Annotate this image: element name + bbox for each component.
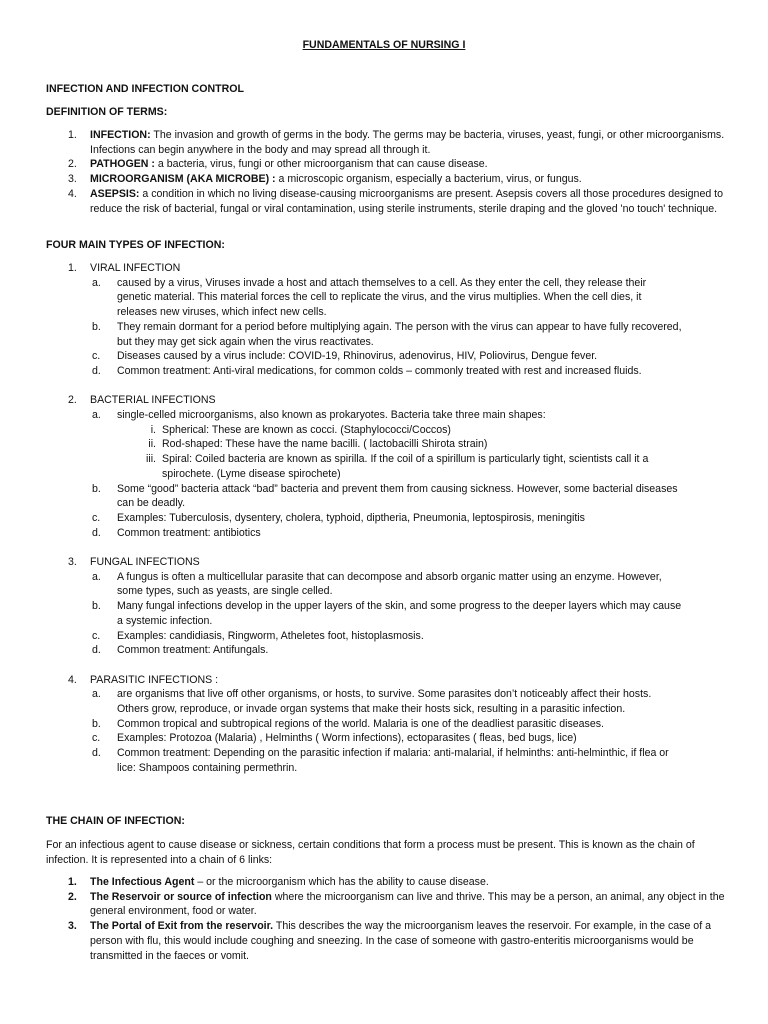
list-item bbox=[92, 643, 682, 658]
list-item bbox=[92, 746, 682, 775]
list-number: 4. bbox=[68, 187, 77, 200]
list-letter: c. bbox=[92, 629, 101, 642]
list-item bbox=[92, 276, 682, 320]
list-letter: b. bbox=[92, 717, 101, 730]
list-number: 2. bbox=[68, 158, 77, 171]
list-item bbox=[92, 349, 682, 364]
spacer bbox=[90, 379, 728, 394]
chain-term: The Portal of Exit from the reservoir. bbox=[90, 920, 274, 933]
item-text: A fungus is often a multicellular parasite that can decompose and absorb organic matter using an enzyme. However, some types, such as yeasts, are single celled. bbox=[117, 570, 662, 598]
list-letter: a. bbox=[92, 570, 101, 583]
list-number: 2. bbox=[68, 890, 77, 903]
spacer bbox=[90, 658, 728, 673]
list-letter: d. bbox=[92, 364, 101, 377]
list-letter: a. bbox=[92, 276, 101, 289]
page-title: FUNDAMENTALS OF NURSING I bbox=[302, 39, 466, 51]
fungal-items bbox=[92, 570, 682, 658]
chain-intro: For an infectious agent to cause disease or sickness, certain conditions that form a process must be present. This is known as the chain of infection. It is represented into a chain of 6 links: bbox=[46, 839, 695, 866]
list-item bbox=[142, 452, 687, 481]
list-item bbox=[92, 687, 682, 716]
list-item bbox=[92, 599, 682, 628]
definition-item bbox=[68, 187, 728, 216]
list-item bbox=[92, 320, 682, 349]
list-item bbox=[92, 629, 682, 644]
definition-item bbox=[68, 128, 728, 157]
list-roman: iii. bbox=[145, 453, 156, 466]
viral-items bbox=[92, 276, 682, 379]
list-item bbox=[142, 437, 687, 452]
item-text: Common treatment: Depending on the parasitic infection if malaria: anti-malarial, if helminths: anti-helminthic, if flea or lice: Shampoos containing permethrin. bbox=[117, 747, 669, 774]
list-number: 3. bbox=[68, 173, 77, 186]
list-item bbox=[92, 526, 682, 541]
definitions-list bbox=[68, 128, 728, 216]
definition-item bbox=[68, 172, 728, 187]
chain-item bbox=[68, 919, 728, 963]
list-letter: d. bbox=[92, 644, 101, 657]
chain-text: where the microorganism can live and thrive. This may be a person, an animal, any object in the general environment, food or water. bbox=[90, 890, 725, 918]
list-number: 3. bbox=[68, 920, 77, 933]
item-text: Rod-shaped: These have the name bacilli. ( lactobacilli Shirota strain) bbox=[162, 438, 488, 451]
types-heading: FOUR MAIN TYPES OF INFECTION: bbox=[46, 239, 225, 251]
list-letter: b. bbox=[92, 600, 101, 613]
list-letter: c. bbox=[92, 511, 101, 524]
chain-item bbox=[68, 875, 728, 890]
definition-text: a bacteria, virus, fungi or other microorganism that can cause disease. bbox=[154, 158, 488, 171]
definition-text: The invasion and growth of germs in the body. The germs may be bacteria, viruses, yeast, fungi, or other microorganisms. Infections can begin anywhere in the body and may spread all through it. bbox=[90, 129, 725, 156]
list-letter: a. bbox=[92, 409, 101, 422]
chain-heading: THE CHAIN OF INFECTION: bbox=[46, 815, 185, 827]
infection-type-title: VIRAL INFECTION bbox=[90, 262, 181, 274]
section-heading-infection: INFECTION AND INFECTION CONTROL bbox=[46, 83, 244, 95]
item-text: Some “good” bacteria attack “bad” bacteria and prevent them from causing sickness. However, some bacterial diseases can be deadly. bbox=[117, 482, 678, 510]
chain-text: – or the microorganism which has the ability to cause disease. bbox=[194, 876, 489, 888]
list-item bbox=[92, 731, 682, 746]
item-text: Common treatment: Antifungals. bbox=[117, 644, 269, 657]
list-letter: d. bbox=[92, 747, 101, 760]
bacteria-shapes-list bbox=[142, 423, 687, 482]
chain-term: The Infectious Agent bbox=[90, 876, 195, 888]
infection-type-bacterial bbox=[68, 393, 728, 555]
item-text: Common tropical and subtropical regions of the world. Malaria is one of the deadliest parasitic diseases. bbox=[117, 717, 604, 730]
definition-text: a condition in which no living disease-causing microorganisms are present. Asepsis covers all those procedures designed to reduce the risk of bacterial, fungal or viral contamination, using sterile instruments, sterile draping and the gloved 'no touch' technique. bbox=[90, 187, 724, 215]
infection-type-title: BACTERIAL INFECTIONS bbox=[90, 394, 216, 407]
list-letter: c. bbox=[92, 732, 101, 745]
bacterial-items bbox=[92, 408, 682, 540]
chain-term: The Reservoir or source of infection bbox=[90, 890, 272, 903]
list-number: 1. bbox=[68, 262, 77, 274]
chain-text: This describes the way the microorganism leaves the reservoir. For example, in the case of a person with flu, this would include coughing and sneezing. In the case of someone with gastro-enteritis microorganisms would be transmitted in the faeces or vomit. bbox=[90, 920, 711, 962]
list-number: 1. bbox=[68, 876, 77, 888]
infection-types-list bbox=[68, 261, 728, 776]
infection-type-parasitic bbox=[68, 673, 728, 776]
definition-term: PATHOGEN : bbox=[90, 158, 155, 171]
parasitic-items bbox=[92, 687, 682, 775]
list-roman: i. bbox=[150, 423, 156, 436]
list-item bbox=[92, 717, 682, 732]
infection-type-viral bbox=[68, 261, 728, 393]
list-item bbox=[92, 570, 682, 599]
item-text: Diseases caused by a virus include: COVID-19, Rhinovirus, adenovirus, HIV, Poliovirus, Dengue fever. bbox=[117, 350, 598, 363]
definition-term: ASEPSIS: bbox=[90, 187, 140, 200]
chain-item bbox=[68, 890, 728, 919]
list-letter: b. bbox=[92, 320, 101, 333]
list-roman: ii. bbox=[148, 438, 156, 451]
infection-type-title: FUNGAL INFECTIONS bbox=[90, 556, 200, 569]
item-text: They remain dormant for a period before multiplying again. The person with the virus can appear to have fully recovered, but they may get sick again when the virus reactivates. bbox=[117, 320, 682, 348]
spacer bbox=[90, 540, 728, 555]
definition-item bbox=[68, 157, 728, 172]
infection-type-title: PARASITIC INFECTIONS : bbox=[90, 673, 219, 686]
chain-list bbox=[68, 875, 728, 963]
item-text: Examples: Protozoa (Malaria) , Helminths ( Worm infections), ectoparasites ( fleas, bed bugs, lice) bbox=[117, 732, 577, 745]
list-number: 4. bbox=[68, 673, 77, 686]
list-number: 3. bbox=[68, 556, 77, 569]
list-item bbox=[92, 511, 682, 526]
definition-text: a microscopic organism, especially a bacterium, virus, or fungus. bbox=[275, 173, 582, 186]
item-text: single-celled microorganisms, also known as prokaryotes. Bacteria take three main shapes: bbox=[117, 409, 546, 422]
list-number: 2. bbox=[68, 394, 77, 407]
list-letter: b. bbox=[92, 482, 101, 495]
list-letter: a. bbox=[92, 688, 101, 701]
definition-term: INFECTION: bbox=[90, 129, 151, 141]
item-text: Common treatment: Anti-viral medications, for common colds – commonly treated with rest and increased fluids. bbox=[117, 364, 642, 377]
list-letter: d. bbox=[92, 526, 101, 539]
list-item bbox=[92, 364, 682, 379]
item-text: caused by a virus, Viruses invade a host and attach themselves to a cell. As they enter the cell, they release their genetic material. This material forces the cell to replicate the virus, and the virus multiplies. When the cell dies, it releases new viruses, which infect new cells. bbox=[117, 276, 647, 319]
definition-term: MICROORGANISM (AKA MICROBE) : bbox=[90, 173, 276, 186]
list-item bbox=[92, 482, 682, 511]
item-text: Examples: candidiasis, Ringworm, Atheletes foot, histoplasmosis. bbox=[117, 629, 424, 642]
list-letter: c. bbox=[92, 350, 101, 363]
infection-type-fungal bbox=[68, 555, 728, 673]
item-text: are organisms that live off other organisms, or hosts, to survive. Some parasites don’t noticeably affect their hosts. Others grow, reproduce, or invade organ systems that make their hosts sick, resulting in a parasitic infection. bbox=[117, 688, 652, 716]
definitions-heading: DEFINITION OF TERMS: bbox=[46, 106, 168, 118]
item-text: Many fungal infections develop in the upper layers of the skin, and some progress to the deeper layers which may cause a systemic infection. bbox=[117, 600, 682, 627]
list-number: 1. bbox=[68, 129, 77, 141]
item-text: Examples: Tuberculosis, dysentery, cholera, typhoid, diptheria, Pneumonia, leptospirosis, meningitis bbox=[117, 511, 585, 524]
item-text: Spiral: Coiled bacteria are known as spirilla. If the coil of a spirillum is particularly tight, scientists call it a spirochete. (Lyme disease spirochete) bbox=[162, 453, 649, 480]
item-text: Spherical: These are known as cocci. (Staphylococci/Coccos) bbox=[162, 423, 451, 436]
list-item bbox=[142, 423, 687, 438]
item-text: Common treatment: antibiotics bbox=[117, 526, 261, 539]
list-item bbox=[92, 408, 682, 482]
